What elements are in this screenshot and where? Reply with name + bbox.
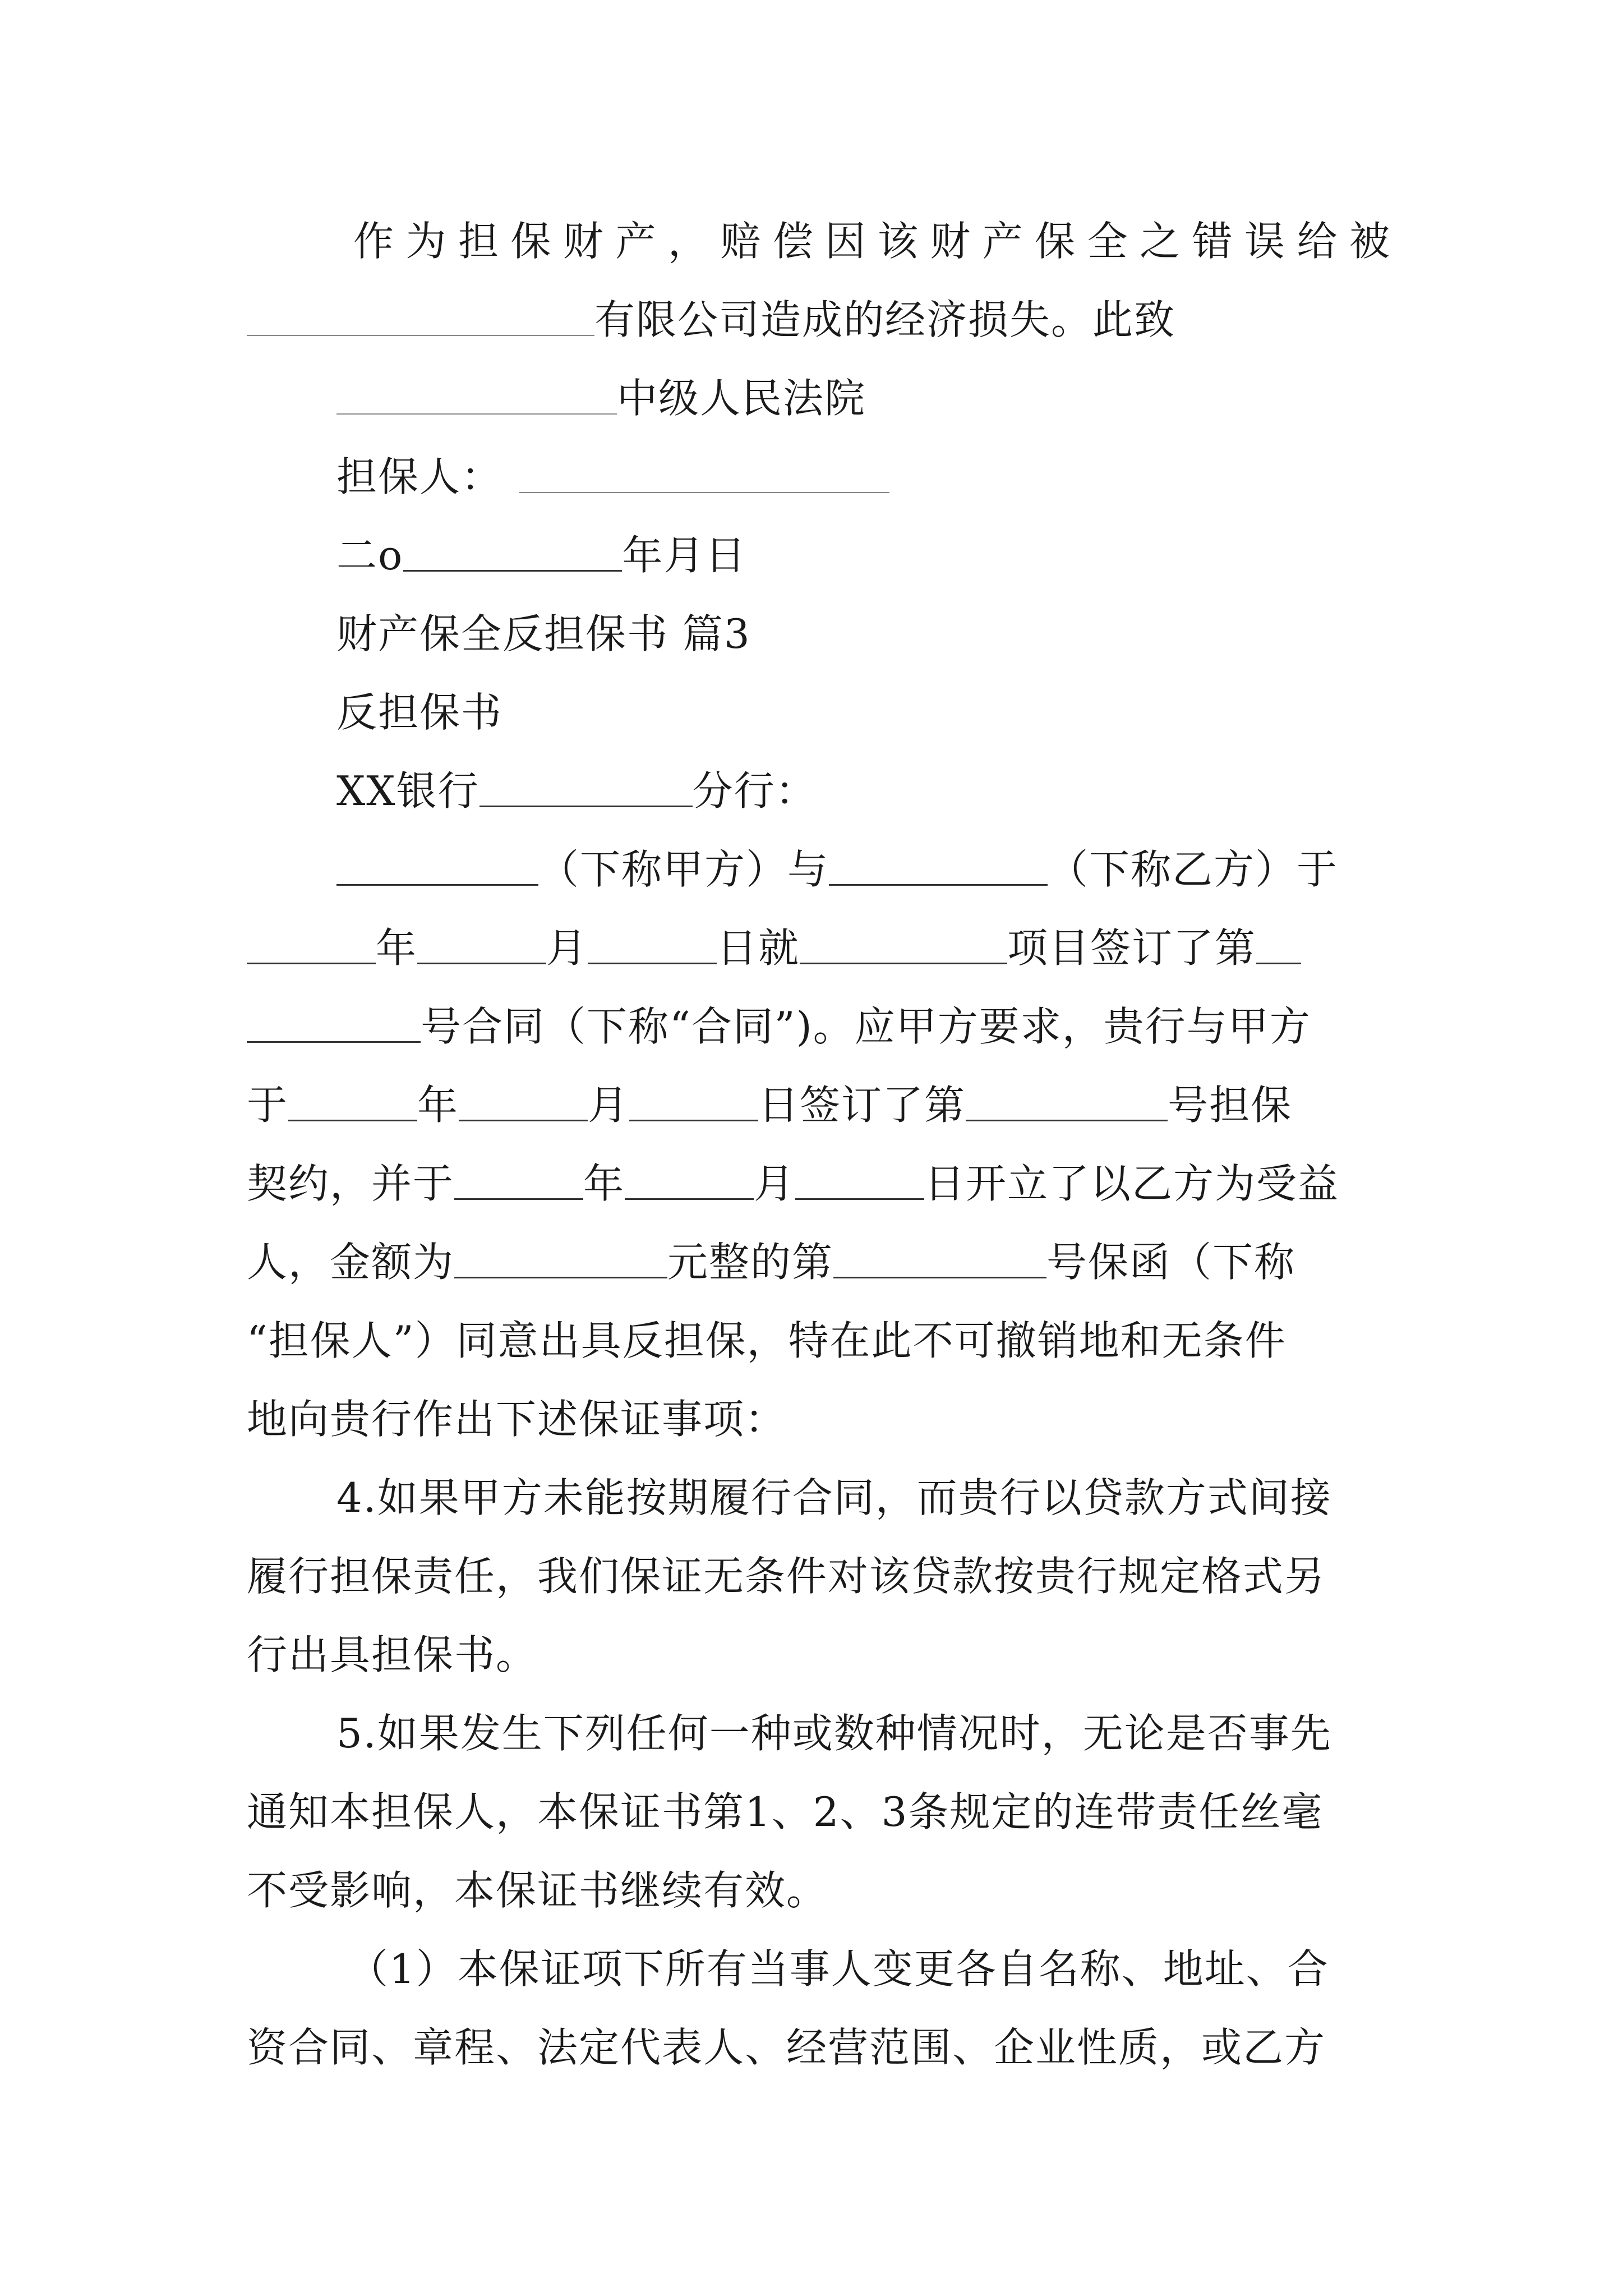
doc-line <box>247 1773 1391 1851</box>
doc-text: 日开立了以乙方为受益 <box>924 1160 1340 1207</box>
doc-text: 项目签订了第 <box>1007 924 1257 972</box>
doc-line <box>336 1458 1391 1537</box>
fill-in-blank <box>629 1085 758 1121</box>
doc-text: 年 <box>376 924 418 972</box>
doc-text: 担保人： <box>336 453 503 500</box>
section-heading: 财产保全反担保书 篇3 <box>336 610 751 657</box>
doc-line <box>247 1144 1391 1223</box>
doc-line <box>336 359 1481 438</box>
fill-in-blank <box>454 1242 667 1278</box>
doc-text: 月 <box>754 1160 796 1207</box>
doc-text: 年 <box>583 1160 625 1207</box>
doc-text: 作为担保财产，赔偿因该财产保全之错误给被 <box>353 218 1391 265</box>
fill-in-blank <box>247 300 594 336</box>
doc-line <box>247 280 1391 359</box>
doc-text: 年 <box>417 1082 459 1129</box>
doc-line <box>247 1223 1391 1301</box>
doc-text: 中级人民法院 <box>617 375 866 422</box>
doc-text: （下称乙方）于 <box>1048 846 1339 893</box>
doc-line <box>336 752 1481 830</box>
doc-line <box>353 202 1391 280</box>
doc-line <box>336 595 1481 673</box>
fill-in-blank <box>479 771 693 807</box>
doc-text: “担保人”）同意出具反担保，特在此不可撤销地和无条件 <box>247 1317 1287 1364</box>
fill-in-blank <box>403 535 622 572</box>
doc-text: 人，金额为 <box>247 1239 455 1286</box>
fill-in-blank <box>336 379 617 415</box>
doc-text: 号担保 <box>1168 1082 1293 1129</box>
doc-line <box>336 1694 1391 1773</box>
fill-in-blank <box>588 928 717 964</box>
doc-line <box>348 1930 1391 2008</box>
doc-text: 通知本担保人，本保证书第1、2、3条规定的连带责任丝毫 <box>247 1788 1324 1835</box>
doc-text: 号保函（下称 <box>1046 1239 1296 1286</box>
doc-line <box>247 1066 1391 1144</box>
doc-line <box>247 1301 1391 1380</box>
fill-in-blank <box>800 928 1007 964</box>
doc-text: 地向贵行作出下述保证事项： <box>247 1396 787 1443</box>
fill-in-blank <box>417 928 546 964</box>
doc-text: （1）本保证项下所有当事人变更各自名称、地址、合 <box>348 1945 1329 1993</box>
doc-line <box>336 438 1481 516</box>
doc-text: 分行： <box>692 767 817 815</box>
doc-text: 契约，并于 <box>247 1160 455 1207</box>
fill-in-blank <box>625 1163 754 1200</box>
fill-in-blank <box>336 849 538 886</box>
doc-text: XX银行 <box>336 767 479 815</box>
fill-in-blank <box>459 1085 588 1121</box>
doc-text: 4.如果甲方未能按期履行合同，而贵行以贷款方式间接 <box>336 1474 1332 1521</box>
doc-title: 反担保书 <box>336 689 503 736</box>
fill-in-blank <box>288 1085 417 1121</box>
doc-text: 资合同、章程、法定代表人、经营范围、企业性质，或乙方 <box>247 2024 1326 2071</box>
fill-in-blank <box>795 1163 924 1200</box>
doc-line <box>247 2008 1391 2087</box>
fill-in-blank <box>966 1085 1168 1121</box>
doc-text: 元整的第 <box>667 1239 834 1286</box>
doc-line <box>247 1851 1391 1930</box>
doc-line <box>247 987 1391 1066</box>
doc-text: 二o <box>336 532 404 579</box>
doc-text: 日就 <box>717 924 800 972</box>
doc-text: 月 <box>546 924 588 972</box>
doc-text: 履行担保责任，我们保证无条件对该贷款按贵行规定格式另 <box>247 1553 1326 1600</box>
fill-in-blank <box>454 1163 583 1200</box>
doc-line <box>247 1616 1391 1694</box>
doc-text: 有限公司造成的经济损失。此致 <box>594 296 1176 343</box>
doc-line <box>247 1380 1391 1458</box>
doc-text: 不受影响，本保证书继续有效。 <box>247 1867 828 1914</box>
doc-line <box>247 1537 1391 1616</box>
fill-in-blank <box>247 928 376 964</box>
doc-text: 年月日 <box>622 532 747 579</box>
fill-in-blank <box>247 1006 421 1043</box>
doc-text: 日签订了第 <box>758 1082 966 1129</box>
doc-text: 行出具担保书。 <box>247 1631 538 1678</box>
fill-in-blank <box>519 457 889 493</box>
fill-in-blank <box>833 1242 1046 1278</box>
doc-text: 月 <box>588 1082 630 1129</box>
doc-line <box>336 830 1391 909</box>
doc-text: 于 <box>247 1082 289 1129</box>
fill-in-blank <box>1256 928 1301 964</box>
doc-text: 号合同（下称“合同”)。应甲方要求，贵行与甲方 <box>421 1003 1311 1050</box>
doc-line <box>336 673 1481 752</box>
doc-line <box>336 516 1481 595</box>
doc-text: （下称甲方）与 <box>538 846 829 893</box>
fill-in-blank <box>829 849 1048 886</box>
doc-text: 5.如果发生下列任何一种或数种情况时，无论是否事先 <box>336 1710 1332 1757</box>
doc-line <box>247 909 1391 987</box>
